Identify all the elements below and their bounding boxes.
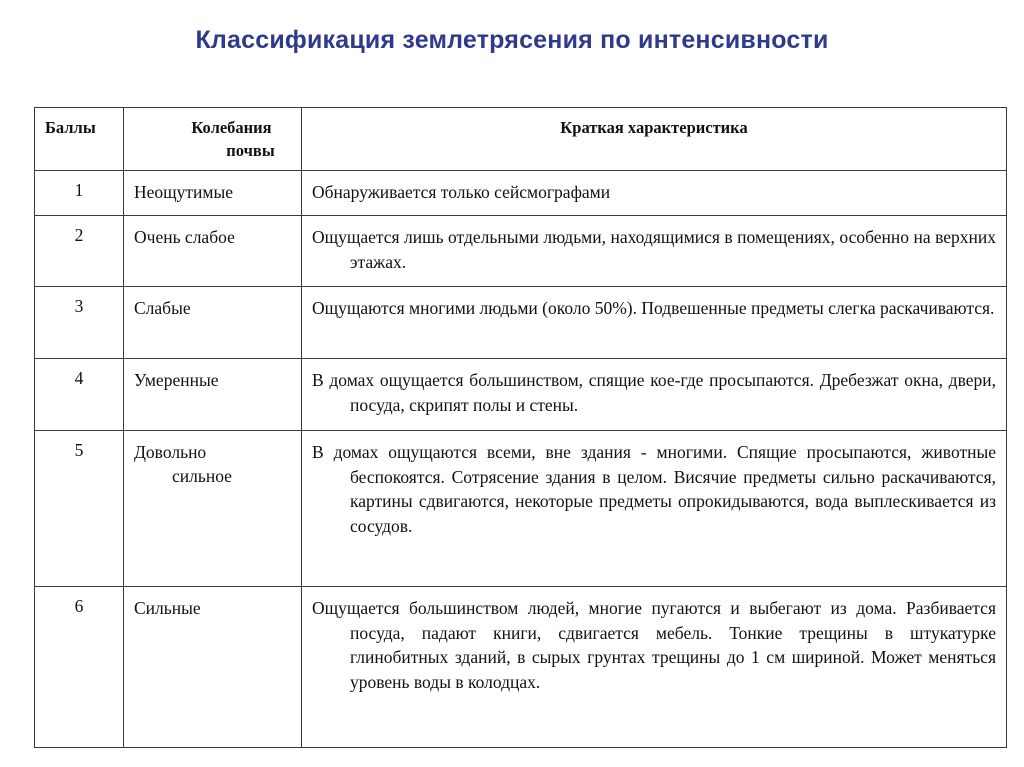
row-characteristic — [302, 216, 1007, 287]
row-soil-oscillation — [124, 359, 302, 431]
table-row — [35, 287, 1007, 359]
intensity-table — [34, 107, 1007, 748]
row-characteristic-text: Ощущается лишь отдельными людьми, находящимися в помещениях, особенно на верхних этажах. — [312, 227, 996, 272]
row-characteristic-text: Ощущается большинством людей, многие пугаются и выбегают из дома. Разбивается посуда, падают книги, сдвигается мебель. Тонкие трещины в штукатурке глинобитных зданий, в сырых грунтах трещины до 1 см шириной. Может меняться уровень воды в колодцах. — [312, 598, 996, 692]
row-soil-oscillation — [124, 431, 302, 587]
row-soil-oscillation-line1: Довольно — [134, 442, 207, 462]
row-ball-value: 1 — [35, 171, 124, 216]
table-row — [35, 171, 1007, 216]
header-soil-oscillation — [124, 108, 302, 171]
table-row — [35, 587, 1007, 748]
row-characteristic-text: В домах ощущается большинством, спящие кое-где просыпаются. Дребезжат окна, двери, посуда, скрипят полы и стены. — [312, 370, 996, 415]
row-soil-oscillation-line2: сильное — [172, 466, 232, 486]
row-soil-oscillation-line1: Очень слабое — [134, 227, 235, 247]
row-ball-value: 4 — [35, 359, 124, 431]
row-ball-value: 6 — [35, 587, 124, 748]
row-ball-value: 5 — [35, 431, 124, 587]
row-soil-oscillation — [124, 587, 302, 748]
row-ball-value: 3 — [35, 287, 124, 359]
page-title: Классификация землетрясения по интенсивности — [195, 26, 829, 54]
row-characteristic — [302, 359, 1007, 431]
row-characteristic — [302, 587, 1007, 748]
row-characteristic-text: В домах ощущаются всеми, вне здания - многими. Спящие просыпаются, животные беспокоятся. Сотрясение здания в целом. Висячие предметы сильно раскачиваются, картины сдвигаются, некоторые предметы опрокидываются, вода выплескивается из сосудов. — [312, 442, 996, 536]
row-ball-value: 2 — [35, 216, 124, 287]
header-ball: Баллы — [35, 108, 124, 171]
row-soil-oscillation — [124, 171, 302, 216]
table-row — [35, 359, 1007, 431]
row-characteristic-text: Обнаруживается только сейсмографами — [312, 182, 611, 202]
row-characteristic-text: Ощущаются многими людьми (около 50%). Подвешенные предметы слегка раскачиваются. — [312, 298, 995, 318]
row-characteristic — [302, 287, 1007, 359]
header-soil-oscillation-line1: Колебания — [191, 118, 272, 137]
table-row — [35, 216, 1007, 287]
row-soil-oscillation-line1: Умеренные — [134, 370, 219, 390]
header-soil-oscillation-line2: почвы — [226, 141, 275, 160]
table-row — [35, 431, 1007, 587]
row-soil-oscillation-line1: Сильные — [134, 598, 201, 618]
row-soil-oscillation — [124, 287, 302, 359]
table-header-row — [35, 108, 1007, 171]
row-characteristic — [302, 171, 1007, 216]
header-characteristic: Краткая характеристика — [302, 108, 1007, 171]
row-characteristic — [302, 431, 1007, 587]
row-soil-oscillation-line1: Неощутимые — [134, 182, 233, 202]
row-soil-oscillation-line1: Слабые — [134, 298, 191, 318]
row-soil-oscillation — [124, 216, 302, 287]
